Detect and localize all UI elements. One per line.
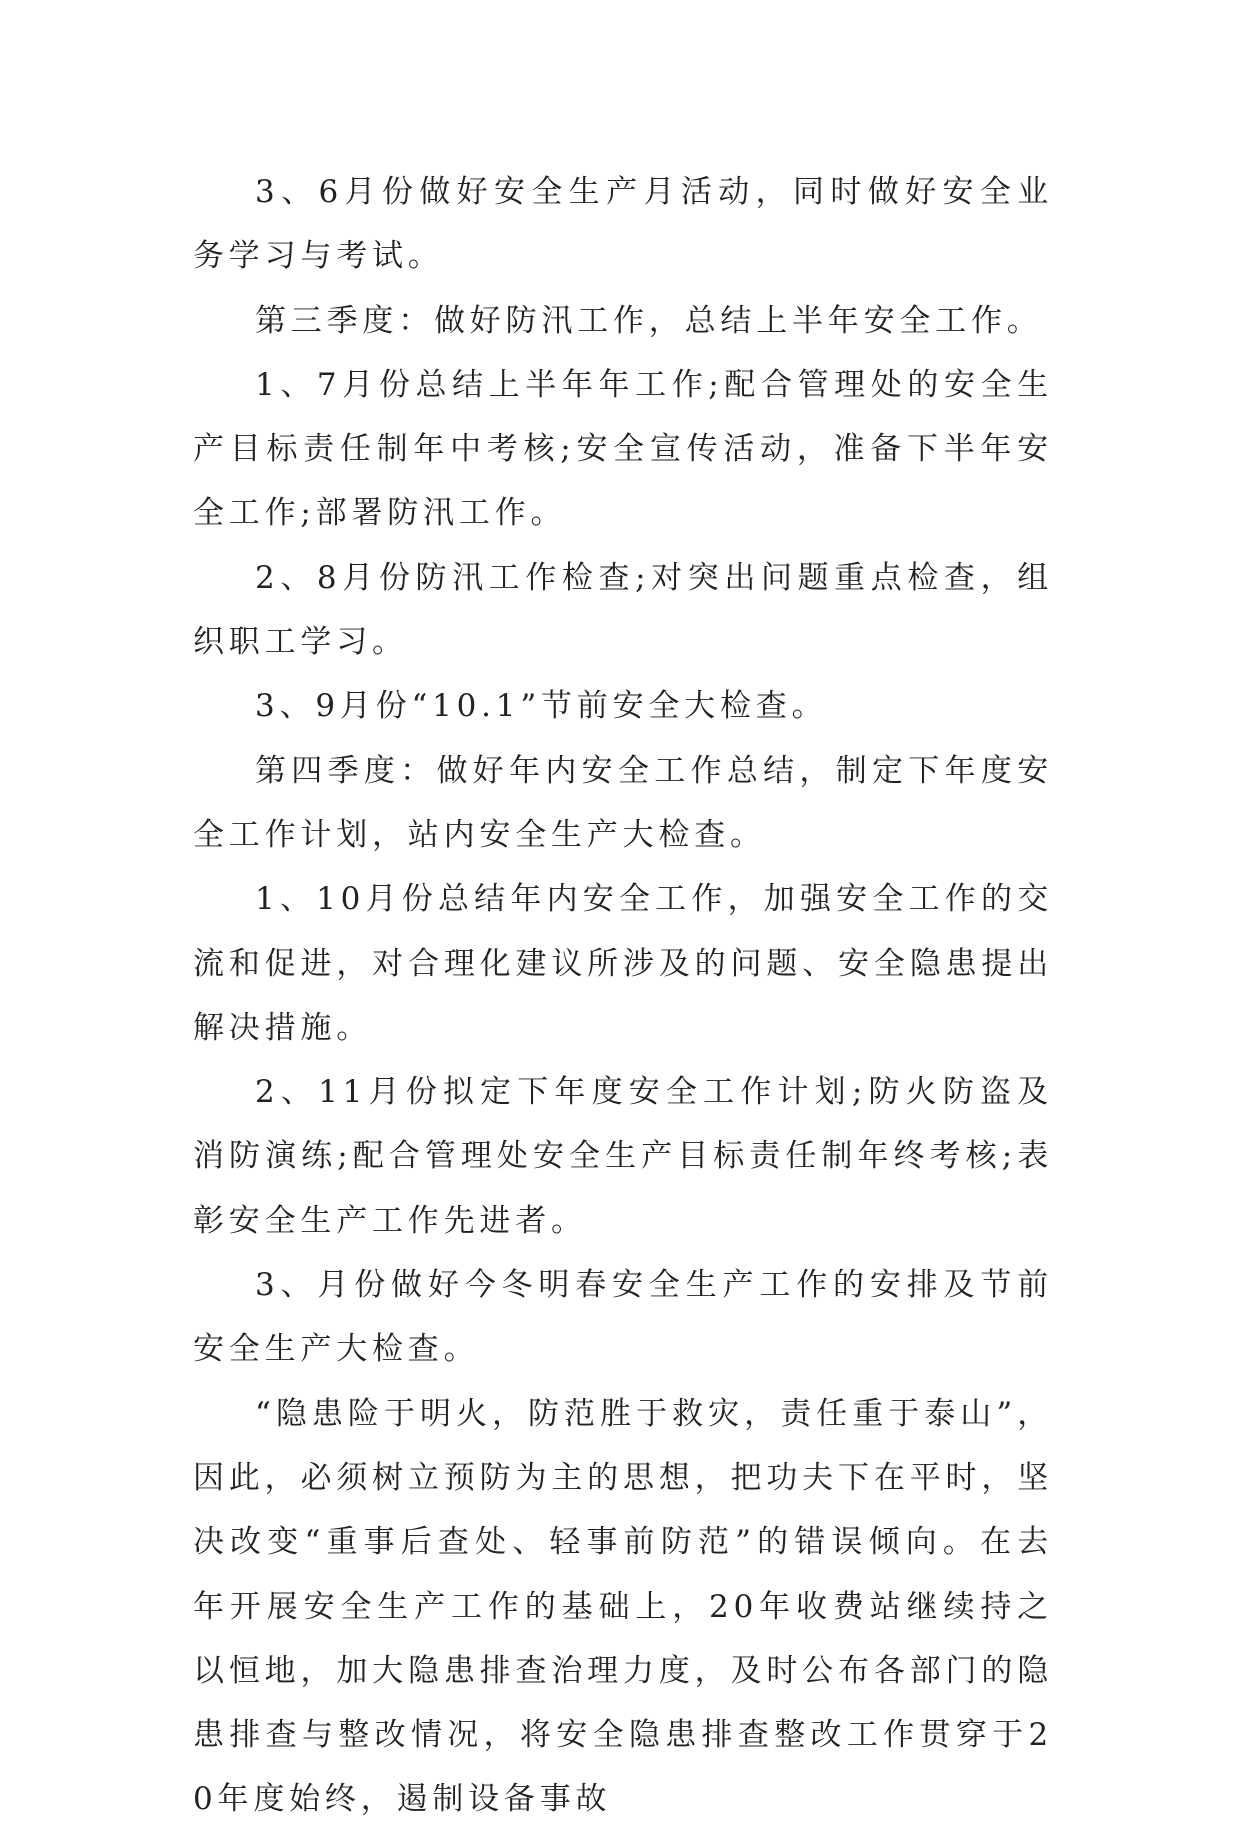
paragraph: 3、9月份“10.1”节前安全大检查。 [255,688,828,725]
paragraph: 第四季度：做好年内安全工作总结，制定下年度安全工作计划，站内安全生产大检查。 [193,752,1053,853]
paragraph: 3、月份做好今冬明春安全生产工作的安排及节前安全生产大检查。 [193,1267,1053,1368]
document-body [193,160,1053,1832]
paragraph: 2、8月份防汛工作检查;对突出问题重点检查，组织职工学习。 [193,559,1053,661]
paragraph: 2、11月份拟定下年度安全工作计划;防火防盗及消防演练;配合管理处安全生产目标责任制年终考核;表彰安全生产工作先进者。 [193,1074,1053,1239]
paragraph: “隐患险于明火，防范胜于救灾，责任重于泰山”，因此，必须树立预防为主的思想，把功夫下在平时，坚决改变“重事后查处、轻事前防范”的错误倾向。在去年开展安全生产工作的基础上，20年收费站继续持之以恒地，加大隐患排查治理力度，及时公布各部门的隐患排查与整改情况，将安全隐患排查整改工作贯穿于20年度始终，遏制设备事故 [193,1395,1053,1818]
paragraph: 1、7月份总结上半年年工作;配合管理处的安全生产目标责任制年中考核;安全宣传活动，准备下半年安全工作;部署防汛工作。 [193,366,1053,532]
paragraph: 第三季度：做好防汛工作，总结上半年安全工作。 [255,302,1043,339]
paragraph: 1、10月份总结年内安全工作，加强安全工作的交流和促进，对合理化建议所涉及的问题、安全隐患提出解决措施。 [193,881,1053,1046]
paragraph: 3、6月份做好安全生产月活动，同时做好安全业务学习与考试。 [193,174,1053,275]
